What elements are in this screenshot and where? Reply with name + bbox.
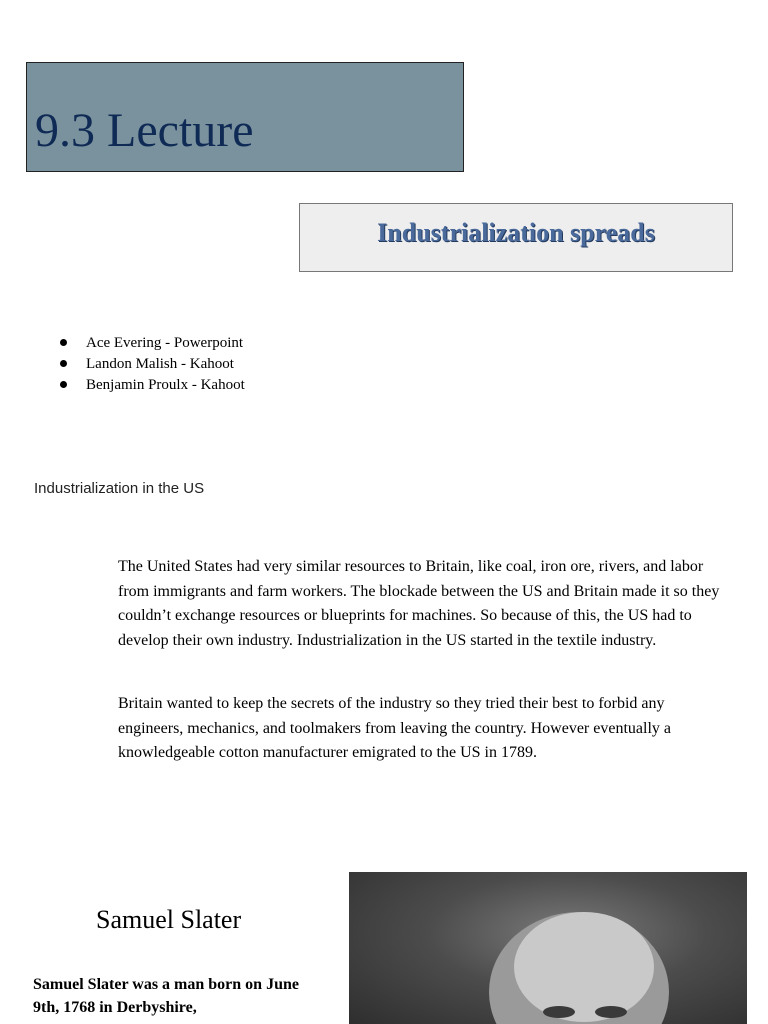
page-title: 9.3 Lecture [35,104,254,157]
list-item [60,333,245,354]
bullet-icon [60,360,67,367]
paragraph-secrets: Britain wanted to keep the secrets of the industry so they tried their best to forbid any engineers, mechanics, and toolmakers from leaving the country. However eventually a knowledgeable cotton manufacturer emigrated to the US in 1789. [118,695,671,761]
slater-body: Samuel Slater was a man born on June 9th, 1768 in Derbyshire, [33,976,299,1016]
section-heading: Industrialization in the US [34,480,205,497]
list-item [60,375,245,396]
bullet-icon [60,381,67,388]
presenter-list [60,333,245,396]
subtitle: Industrialization spreads [377,217,655,247]
bullet-icon [60,339,67,346]
title-box [26,62,464,172]
list-item [60,354,245,375]
list-item-text: Ace Evering - Powerpoint [86,335,244,351]
subtitle-box [299,203,733,272]
slater-heading: Samuel Slater [96,905,242,934]
portrait-photo [349,872,747,1024]
portrait-image [349,872,747,1024]
paragraph-resources: The United States had very similar resources to Britain, like coal, iron ore, rivers, and labor from immigrants and farm workers. The blockade between the US and Britain made it so they couldn’t exchange resources or blueprints for machines. So because of this, the US had to develop their own industry. Industrialization in the US started in the textile industry. [118,558,720,649]
list-item-text: Landon Malish - Kahoot [86,356,234,372]
list-item-text: Benjamin Proulx - Kahoot [86,377,245,393]
